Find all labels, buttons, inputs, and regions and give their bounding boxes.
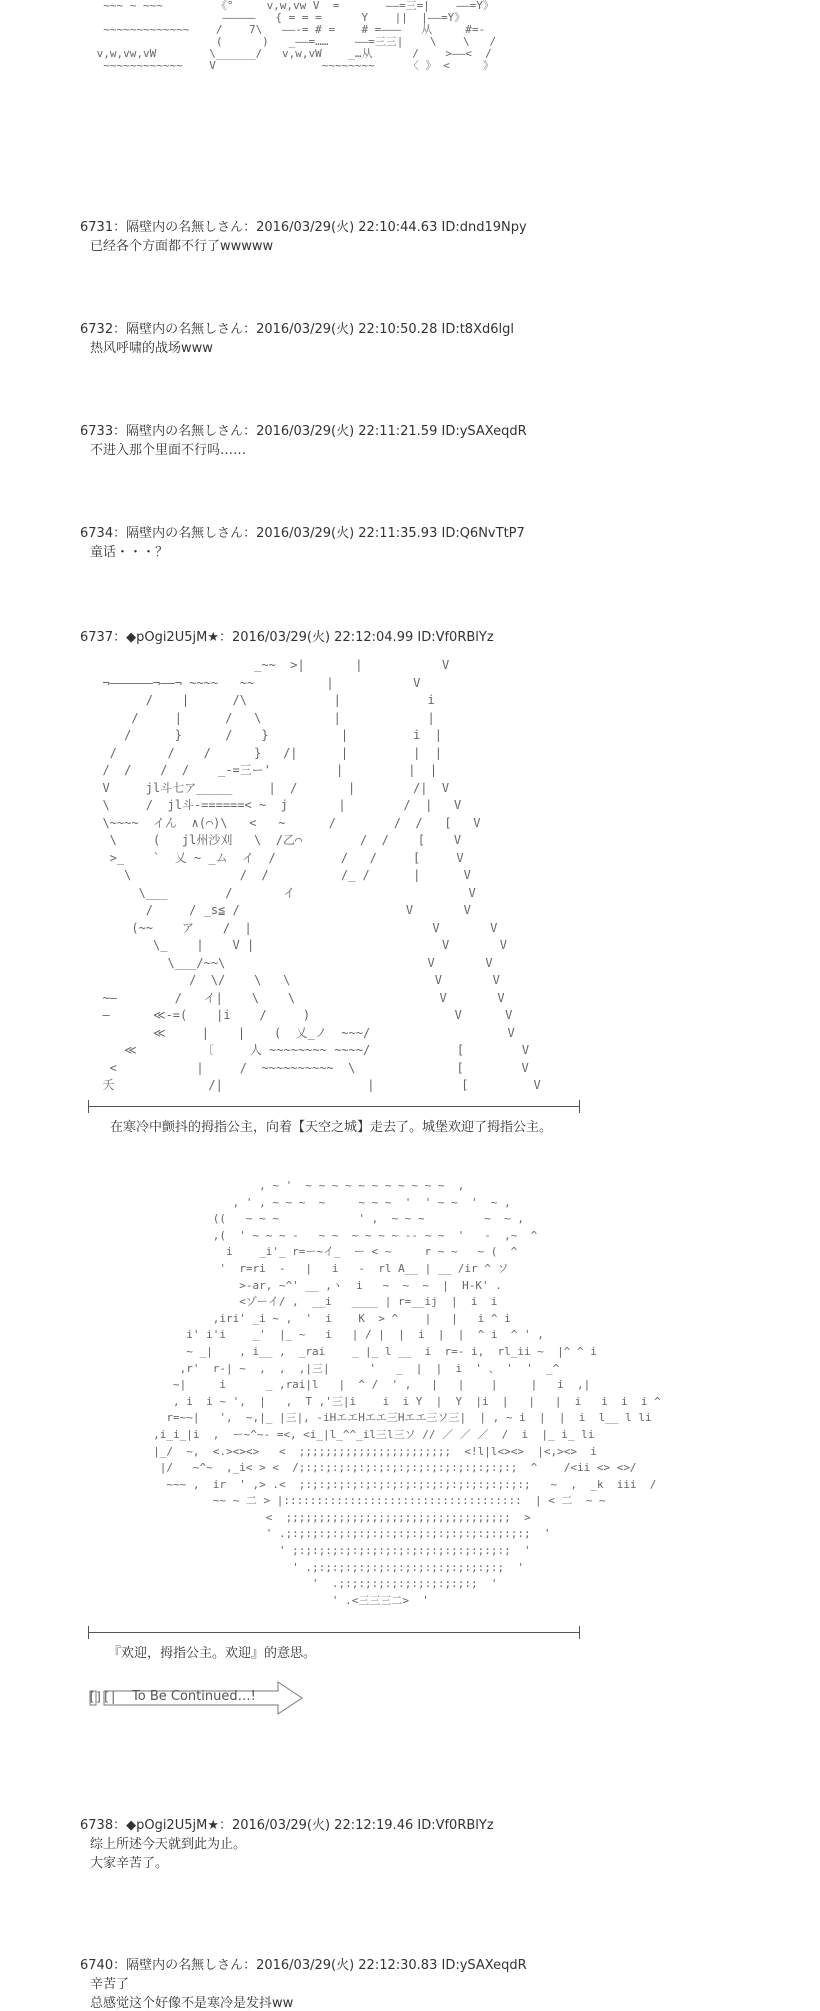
castle-art-line: |/ ~^~ ,_i< > < /;:;:;:;:;:;:;:;:;:;:;:;:;:;:;:;:; ^ /<ii <> <>/: [120, 1461, 637, 1475]
princess-art-line: < | / ~~~~~~~~~~ \ [ V: [88, 1060, 529, 1075]
princess-art-line: / | / \ | |: [88, 710, 435, 725]
castle-art-line: ~~~ , ir ' ,> .< ;:;:;:;:;:;:;:;:;:;:;:;:;:;:;:;:;:; ~ , _k iii /: [120, 1477, 657, 1491]
princess-art-line: / / / / _-=三ー' | | |: [88, 763, 438, 777]
post-header: 6740：隔壁内の名無しさん：2016/03/29(火) 22:12:30.83 ID:ySAXeqdR: [80, 1958, 527, 1973]
post-header: 6738：◆pOgi2U5jM★：2016/03/29(火) 22:12:19.46 ID:Vf0RBlYz: [80, 1818, 494, 1833]
post-6732: [80, 318, 780, 356]
post-body-line: 辛苦了: [90, 1977, 130, 1992]
princess-art-line: / / / } /| | | |: [88, 745, 443, 760]
post-body-line: 大家辛苦了。: [90, 1856, 169, 1871]
top-art-line: v,w,vw,vW \______/ v,w,vW _…从 / >——< /: [90, 47, 492, 61]
princess-art-line: ≪ | | ( 乂_ノ ~~~/ V: [88, 1025, 515, 1040]
princess-art-line: ≪ 〔 人 ~~~~~~~~ ~~~~/ [ V: [88, 1043, 530, 1057]
princess-art-line: \___/~~\ V V: [88, 955, 493, 970]
castle-art-line: ,iri' _i ~ , ' i K > ^ | | i ^ i: [120, 1311, 511, 1325]
narration-text: 『欢迎，拇指公主。欢迎』的意思。: [108, 1646, 317, 1661]
princess-art-line: / } / } | i |: [88, 728, 443, 742]
princess-art-line: V jl斗七ア_____ | / | /| V: [88, 780, 450, 795]
princess-art-line: \_ | V | V V: [88, 938, 508, 952]
princess-art-line: 夭 /| | [ V: [88, 1078, 541, 1092]
post-body-line: 综上所述今天就到此为止。: [90, 1837, 247, 1852]
top-art-line: ~~~~~~~~~~~~~ / 7\ ——-= # = # =——— 从 #=-: [90, 23, 486, 37]
castle-art-line: ~| i _ ,rai|l | ^ / ' , | | | | i ,|: [120, 1378, 591, 1392]
castle-art-line: >-ar, ~^' __ ,ヽ i ~ ~ ~ | H-K' .: [120, 1278, 502, 1292]
princess-art-line: — ≪-=( |i / ) V V: [88, 1008, 513, 1022]
post-header: 6737：◆pOgi2U5jM★：2016/03/29(火) 22:12:04.99 ID:Vf0RBlYz: [80, 630, 494, 645]
tbc-prefix: [][|: [88, 1690, 117, 1704]
post-body-line: 已经各个方面都不行了wwwww: [90, 239, 274, 254]
castle-art-line: (( ~ ~ ~ ' , ~ ~ ~ ~ ~ ,: [120, 1212, 524, 1226]
castle-art-line: <ゾーイ/ , __i ____ | r=__ij | i i: [120, 1295, 498, 1309]
frame-rule: [88, 1106, 580, 1107]
castle-art-line: i' i'i _' |_ ~ i | / | | i | | ^ i ^ ' ,: [120, 1328, 544, 1342]
post-header: 6734：隔壁内の名無しさん：2016/03/29(火) 22:11:35.93 ID:Q6NvTtP7: [80, 526, 525, 541]
castle-art-line: r=~~| ', ~,|_ |三|, -iHエエHエエ三Hエエ三ソ三| | , ~ i | | i l__ l li: [120, 1411, 652, 1425]
princess-art-line: \___ / イ V: [88, 885, 476, 900]
castle-art-line: , ~ ' ~ ~ ~ ~ ~ ~ ~ ~ ~ ~ ~ ,: [120, 1179, 465, 1192]
post-6737: [80, 626, 780, 645]
post-body-line: 不进入那个里面不行吗……: [90, 443, 247, 458]
castle-art-line: ,r' r-| ~ , , ,|三| ' _ | | i ' 、 ' ' _^: [120, 1361, 560, 1375]
castle-art-line: ' ;:;:;:;:;:;:;:;:;:;:;:;:;:;:;:;:; ': [120, 1544, 531, 1558]
princess-art-line: (~~ ア / | V V: [88, 920, 498, 935]
castle-art-line: ~ _| , i__ , _rai _ |_ l __ i r=- i, rl_ii ~ |^ ^ i: [120, 1344, 597, 1358]
castle-art-line: ' .<三三三二> ': [120, 1593, 429, 1607]
post-6731: [80, 216, 780, 254]
post-6733: [80, 420, 780, 458]
to-be-continued-banner: [88, 1680, 318, 1716]
princess-art-line: >_ ` 乂 ~ _ム イ / / / [ V: [88, 850, 464, 865]
castle-art-line: < ;;;;;;;;;;;;;;;;;;;;;;;;;;;;;;;;;; >: [120, 1510, 531, 1524]
top-art-line: ————— { = = = Y || |——=Y》: [90, 11, 466, 25]
castle-art-line: ' r=ri - | i - rl A__ | __ /ir ^ ソ: [120, 1261, 509, 1275]
castle-art-line: i _i'_ r=ー~イ_ ー < ~ r ~ ~ ~ ( ^: [120, 1245, 518, 1259]
post-header: 6732：隔壁内の名無しさん：2016/03/29(火) 22:10:50.28 ID:t8Xd6lgl: [80, 322, 514, 337]
post-header: 6733：隔壁内の名無しさん：2016/03/29(火) 22:11:21.59 ID:ySAXeqdR: [80, 424, 527, 439]
post-header: 6731：隔壁内の名無しさん：2016/03/29(火) 22:10:44.63 ID:dnd19Npy: [80, 220, 527, 235]
princess-art-line: _~~ >| | V: [88, 658, 450, 672]
princess-ascii-art: [88, 657, 588, 1097]
princess-art-line: ~— / イ| \ \ V V: [88, 990, 505, 1005]
castle-art-line: ,( ' ~ ~ ~ - ~ ~ ~ ~ ~ ~ -- ~ ~ ' - ,~ ^: [120, 1228, 538, 1242]
princess-art-line: / / _s≦ / V V: [88, 903, 471, 917]
narration-text: 在寒冷中颤抖的拇指公主，向着【天空之城】走去了。城堡欢迎了拇指公主。: [110, 1120, 553, 1135]
post-6738: [80, 1814, 780, 1871]
castle-art-line: |_/ ~, <.><><> < ;;;;;;;;;;;;;;;;;;;;;;; <!l|l<><> |<,><> i: [120, 1444, 597, 1458]
castle-art-line: ' .;:;:;:;:;:;:;:;:;:;:;:;:;:;:;:;:;:;:; ': [120, 1527, 551, 1541]
top-art-line: ~~~~~~~~~~~~ V ~~~~~~~~ 〈 》 < 》: [90, 59, 494, 73]
castle-art-line: , i i ~ ', | , T ,'三|i i i Y | Y |i | | | i i i i ^: [120, 1394, 661, 1408]
frame-rule: [88, 1632, 580, 1633]
top-ascii-art: [90, 0, 790, 130]
post-body-line: 总感觉这个好像不是寒冷是发抖ww: [90, 1996, 294, 2011]
post-body-line: 童话・・・？: [90, 545, 169, 560]
castle-ascii-art: [120, 1178, 680, 1618]
top-art-line: ( ) _——=…… ——=三三| \ \ /: [90, 35, 497, 49]
castle-art-line: ' .;:;:;:;:;:;:;:;:;:;:; ': [120, 1577, 498, 1591]
post-6740: [80, 1954, 780, 2011]
post-6734: [80, 522, 780, 560]
post-body-line: 热风呼啸的战场www: [90, 341, 213, 356]
princess-art-line: / \/ \ \ V V: [88, 973, 500, 987]
princess-art-line: \ / / /_ / | V: [88, 868, 471, 882]
princess-art-line: ¬——————¬——¬ ~~~~ ~~ | V: [88, 675, 421, 690]
tbc-label: To Be Continued…!: [132, 1689, 256, 1704]
castle-art-line: , ' , ~ ~ ~ ~ ~ ~ ~ ' ' ~ ~ ' ~ ,: [120, 1195, 511, 1209]
castle-art-line: ' .;:;:;:;:;:;:;:;:;:;:;:;:;:;:; ': [120, 1560, 524, 1574]
top-art-line: ~~~ ~ ~~~ 《° v,w,vw V = ——=三=| ——=Y》: [90, 0, 494, 12]
castle-art-line: ,i_i_|i , ー~^~- =<, <i_|l_^^_il三l三ソ // ／ ／ ／ / i |_ i_ li: [120, 1427, 595, 1441]
castle-art-line: ~~ ~ 二 > |:::::::::::::::::::::::::::::::::::: | < 二 ~ ~: [120, 1494, 606, 1508]
princess-art-line: \~~~~ イん ∧(⌒)\ < ~ / / / [ V: [88, 815, 481, 830]
princess-art-line: \ / jl斗-======< ~ j | / | V: [88, 798, 462, 812]
princess-art-line: / | /\ | i: [88, 693, 435, 707]
princess-art-line: \ ( jl州沙刈 \ /乙⌒ / / [ V: [88, 833, 462, 847]
